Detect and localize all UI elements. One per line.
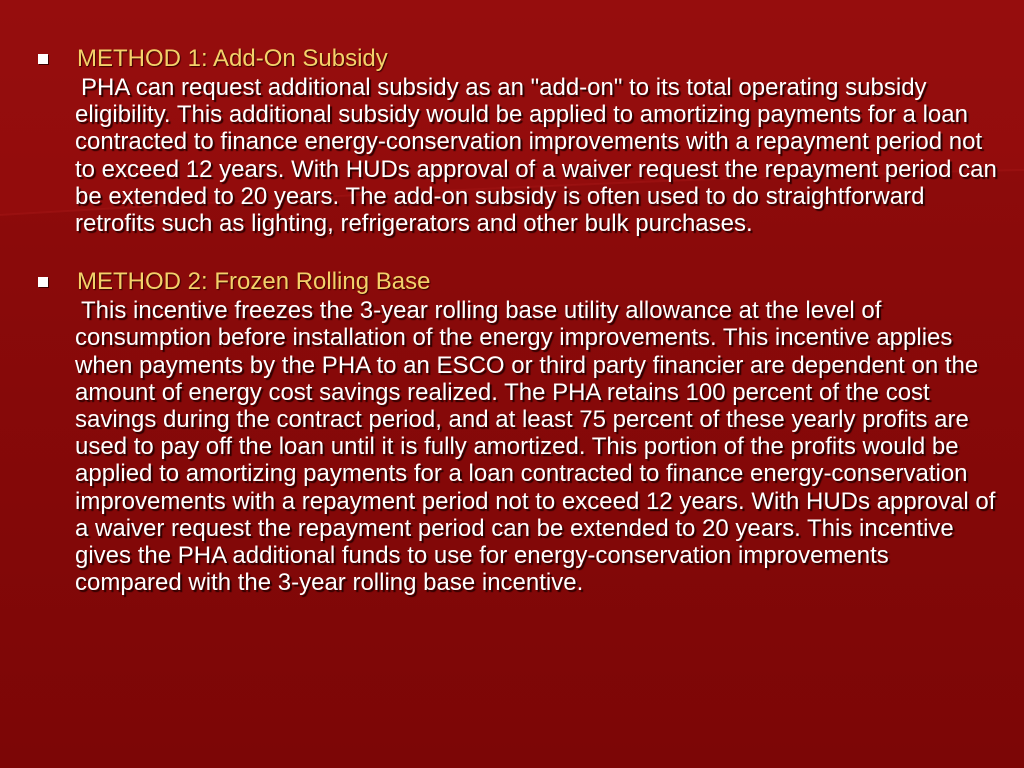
method-1-heading-row	[0, 44, 1024, 74]
method-2-body: This incentive freezes the 3-year rolling base utility allowance at the level of consumption before installation of the energy improvements. This incentive applies when payments by the PHA to an ESCO or third party financier are dependent on the amount of energy cost savings realized. The PHA retains 100 percent of the cost savings during the contract period, and at least 75 percent of these yearly profits are used to pay off the loan until it is fully amortized. This portion of the profits would be applied to amortizing payments for a loan contracted to finance energy-conservation improvements with a repayment period not to exceed 12 years. With HUDs approval of a waiver request the repayment period can be extended to 20 years. This incentive gives the PHA additional funds to use for energy-conservation improvements compared with the 3-year rolling base incentive.	[75, 297, 996, 597]
method-2-block	[0, 267, 1024, 596]
square-bullet-icon	[38, 277, 48, 287]
method-1-body: PHA can request additional subsidy as an "add-on" to its total operating subsidy eligibility. This additional subsidy would be applied to amortizing payments for a loan contracted to finance energy-conservation improvements with a repayment period not to exceed 12 years. With HUDs approval of a waiver request the repayment period can be extended to 20 years. The add-on subsidy is often used to do straightforward retrofits such as lighting, refrigerators and other bulk purchases.	[75, 74, 997, 238]
method-1-block	[0, 44, 1024, 237]
method-2-heading-row	[0, 267, 1024, 297]
method-2-heading: METHOD 2: Frozen Rolling Base	[77, 268, 431, 296]
slide-content	[0, 44, 1024, 626]
method-1-heading: METHOD 1: Add-On Subsidy	[77, 45, 388, 72]
square-bullet-icon	[38, 54, 48, 64]
